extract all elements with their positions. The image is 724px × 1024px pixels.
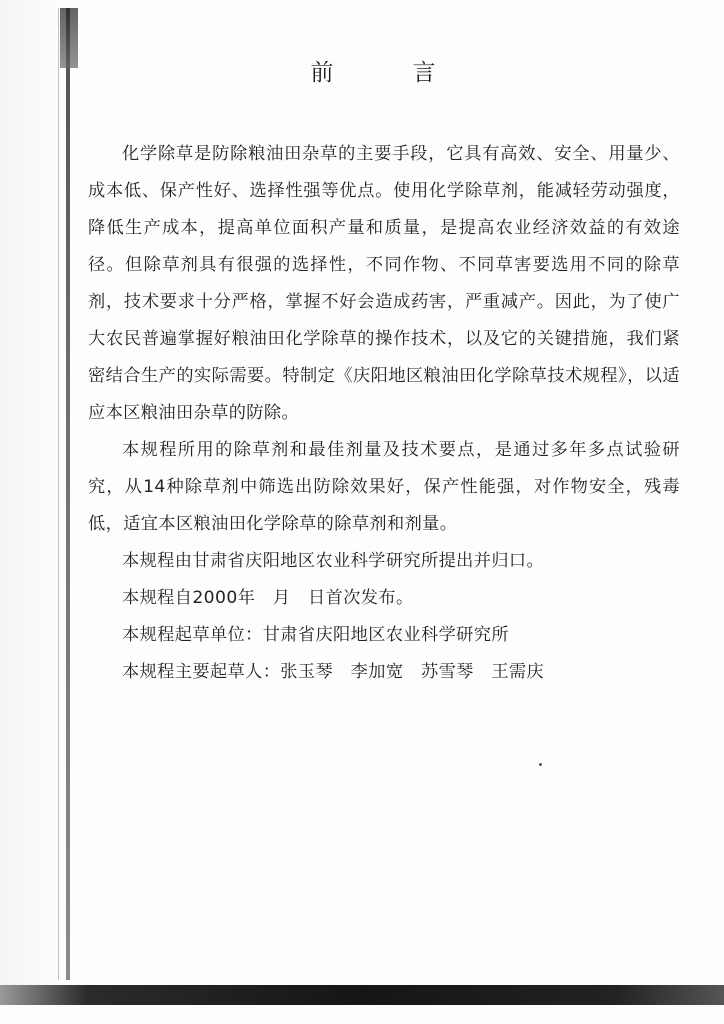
binding-edge-line-thin	[58, 8, 59, 980]
scan-bottom-strip	[0, 985, 724, 1005]
line-drafting-unit: 本规程起草单位：甘肃省庆阳地区农业科学研究所	[122, 625, 509, 645]
scan-bottom-margin	[0, 1005, 724, 1024]
paragraph-method: 本规程所用的除草剂和最佳剂量及技术要点，是通过多年多点试验研究，从14种除草剂中筛选出防除效果好，保产性能强，对作物安全，残毒低，适宜本区粮油田化学除草的除草剂和剂量。	[88, 440, 680, 534]
line-proposer: 本规程由甘肃省庆阳地区农业科学研究所提出并归口。	[122, 551, 545, 571]
binding-edge-shadow	[0, 0, 58, 985]
document-body	[88, 136, 680, 691]
line-drafters: 本规程主要起草人：张玉琴 李加宽 苏雪琴 王需庆	[122, 662, 545, 682]
binding-edge-line	[66, 8, 70, 980]
paragraph-intro: 化学除草是防除粮油田杂草的主要手段，它具有高效、安全、用量少、成本低、保产性好、选择性强等优点。使用化学除草剂，能减轻劳动强度，降低生产成本，提高单位面积产量和质量，是提高农业经济效益的有效途径。但除草剂具有很强的选择性，不同作物、不同草害要选用不同的除草剂，技术要求十分严格，掌握不好会造成药害，严重减产。因此，为了使广大农民普遍掌握好粮油田化学除草的操作技术，以及它的关键措施，我们紧密结合生产的实际需要。特制定《庆阳地区粮油田化学除草技术规程》，以适应本区粮油田杂草的防除。	[88, 144, 680, 423]
page-title: 前 言	[310, 60, 464, 86]
line-release-date: 本规程自2000年 月 日首次发布。	[122, 588, 414, 608]
scan-speck	[539, 763, 542, 766]
